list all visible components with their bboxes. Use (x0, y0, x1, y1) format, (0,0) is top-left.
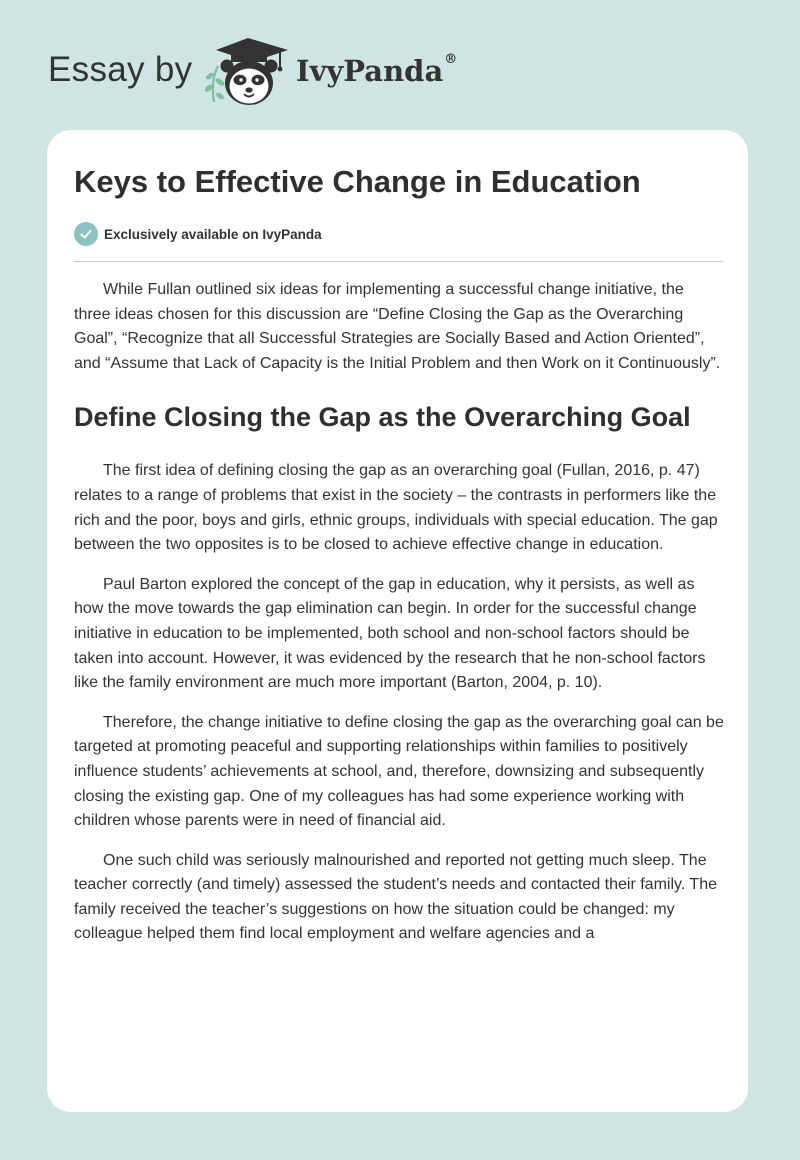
brand-name[interactable] (296, 54, 457, 88)
body-paragraph: Therefore, the change initiative to define closing the gap as the overarching goal can be targeted at promoting peaceful and supporting relationships within families to positively influence students’ achievements at school, and, therefore, downsizing and subsequently closing the existing gap. One of my colleagues has had some experience working with children whose parents were in need of financial aid. (74, 713, 724, 830)
exclusive-badge (74, 222, 322, 246)
essay-by-label: Essay by (48, 50, 193, 89)
essay-card (47, 130, 748, 1112)
page-title: Keys to Effective Change in Education (74, 164, 641, 199)
body-paragraph: The first idea of defining closing the gap as an overarching goal (Fullan, 2016, p. 47) relates to a range of problems that exist in the society – the contrasts in performers like the rich and the poor, boys and girls, ethnic groups, individuals with special education. The gap between the two opposites is to be closed to achieve effective change in education. (74, 462, 718, 554)
body-paragraph: Paul Barton explored the concept of the gap in education, why it persists, as well as how the move towards the gap elimination can begin. In order for the successful change initiative in education to be implemented, both school and non-school factors should be taken into account. However, it was evidenced by the research that he non-school factors like the family environment are much more important (Barton, 2004, p. 10). (74, 575, 706, 692)
registered-mark: ® (444, 52, 458, 67)
body-paragraph: One such child was seriously malnourished and reported not getting much sleep. The teacher correctly (and timely) assessed the student’s needs and contacted their family. The family received the teacher’s suggestions on how the situation could be changed: my colleague helped them find local employment and welfare agencies and a (74, 851, 717, 943)
panda-logo-icon[interactable] (200, 36, 292, 110)
brand-name-text: IvyPanda (296, 54, 444, 88)
site-header (0, 0, 800, 130)
section-heading: Define Closing the Gap as the Overarching Goal (74, 402, 691, 433)
divider (74, 261, 723, 262)
intro-paragraph: While Fullan outlined six ideas for implementing a successful change initiative, the three ideas chosen for this discussion are “Define Closing the Gap as the Overarching Goal”, “Recognize that all Successful Strategies are Socially Based and Action Oriented”, and “Assume that Lack of Capacity is the Initial Problem and then Work on it Continuously”. (74, 281, 721, 372)
exclusive-label: Exclusively available on IvyPanda (104, 226, 322, 242)
essay-body (74, 278, 724, 962)
check-icon (74, 222, 98, 246)
